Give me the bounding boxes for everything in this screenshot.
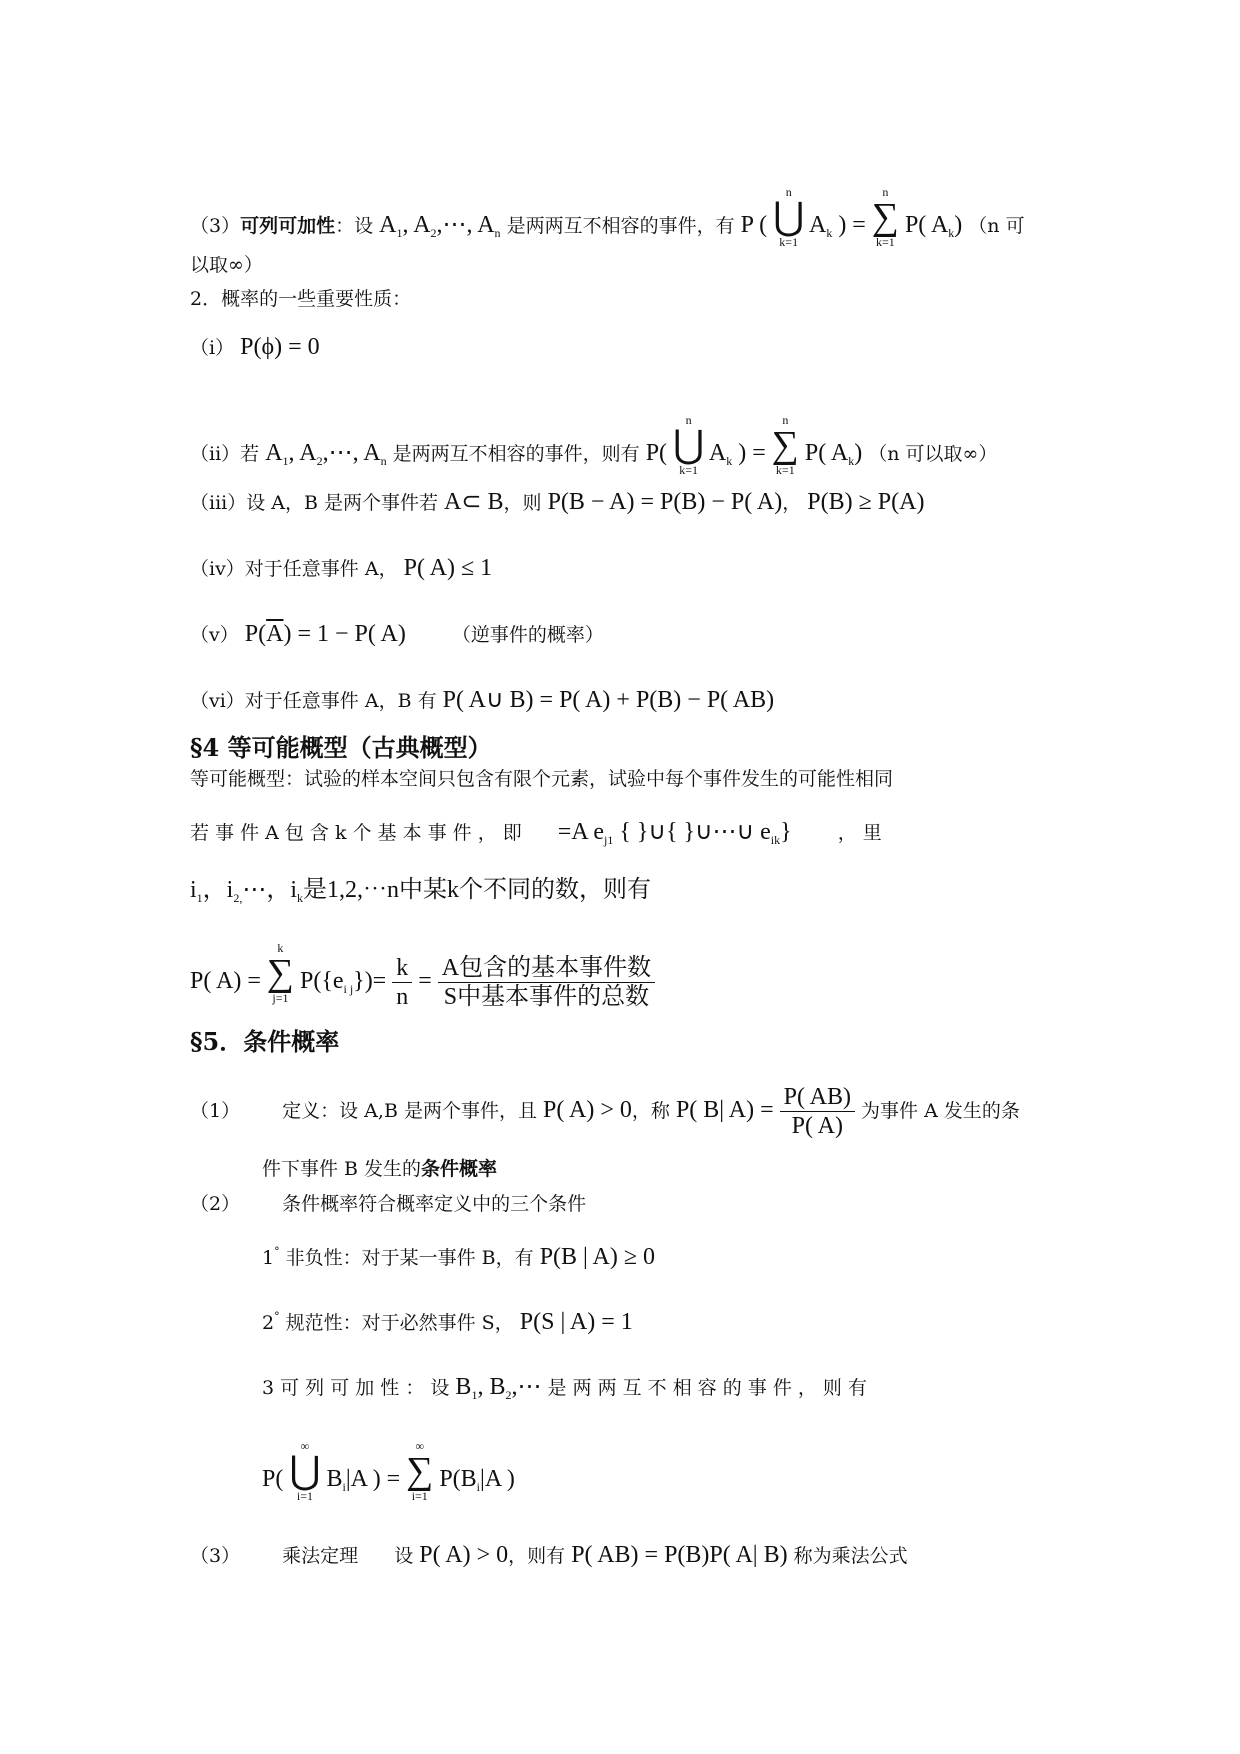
- f: { }∪{ }∪⋯∪ e: [619, 819, 771, 845]
- f: 1: [262, 1247, 275, 1269]
- item-number: （3）: [190, 215, 241, 237]
- text: ，则有: [508, 1545, 566, 1567]
- f: |A ) =: [345, 1466, 401, 1492]
- sigma-icon: ∑: [406, 1450, 434, 1492]
- text-line: 以取∞）: [190, 254, 263, 276]
- f: 1: [282, 454, 289, 468]
- f: i j: [343, 982, 354, 996]
- f: P( A: [804, 440, 849, 466]
- text: ，称: [631, 1100, 670, 1123]
- additivity-formula: [262, 1440, 515, 1502]
- text: （iii）设 A，B 是两个事件若: [190, 492, 438, 514]
- text: （iv）对于任意事件 A，: [190, 558, 398, 580]
- text: （ii）若: [190, 443, 260, 465]
- section-heading-properties: 2．概率的一些重要性质：: [190, 288, 412, 310]
- f: A: [379, 212, 397, 238]
- f: 2: [262, 1312, 275, 1334]
- text: 定义：设 A,B 是两个事件，且: [282, 1100, 537, 1123]
- item-number: （1）: [190, 1100, 241, 1123]
- formula: [190, 877, 651, 903]
- f: =: [418, 968, 432, 994]
- f: A: [708, 440, 727, 466]
- text: （n 可以取∞）: [868, 443, 998, 465]
- f: |A ): [480, 1466, 515, 1492]
- f: n: [882, 185, 889, 199]
- f: 1: [196, 891, 203, 905]
- f: }: [780, 819, 792, 845]
- f: ⋯，i: [242, 877, 298, 903]
- section-title-5: §5．条件概率: [190, 1027, 340, 1056]
- formula: P(B − A) = P(B) − P( A): [547, 489, 783, 515]
- item-number: （i）: [190, 337, 235, 359]
- text: ，: [782, 492, 802, 514]
- f: n: [782, 413, 789, 427]
- f: ,⋯: [511, 1374, 542, 1400]
- f: e: [593, 819, 604, 845]
- f: $\overline{A}$: [266, 621, 284, 647]
- text: （vi）对于任意事件 A，B 有: [190, 690, 437, 712]
- formula: [645, 413, 869, 477]
- f: ,⋯, A: [436, 212, 495, 238]
- f: ∞: [415, 1439, 425, 1453]
- f: A包含的基本事件数: [438, 956, 655, 983]
- sum-operator: [267, 942, 294, 1004]
- property-iv: [190, 556, 492, 580]
- text: 是两两互不相容的事件，则有: [392, 443, 640, 465]
- normalization: [262, 1310, 633, 1334]
- f: , A: [288, 440, 317, 466]
- property-vi: [190, 688, 774, 712]
- f: k: [392, 956, 412, 983]
- f: ) =: [738, 440, 766, 466]
- fraction: [780, 1085, 855, 1138]
- f: i: [476, 1480, 481, 1494]
- property-v: [190, 622, 604, 646]
- f: P( AB): [780, 1085, 855, 1112]
- f: i=1: [296, 1489, 313, 1503]
- f: P(: [645, 440, 668, 466]
- f: A: [265, 440, 283, 466]
- formula: P(B) ≥ P(A): [807, 489, 925, 515]
- f: k=1: [775, 463, 795, 477]
- fraction: [392, 956, 412, 1009]
- f: , B: [477, 1374, 506, 1400]
- text: ， 里: [837, 822, 882, 844]
- text: ：设: [335, 215, 374, 237]
- sigma-icon: ∑: [771, 424, 799, 466]
- term-bold: 条件概率: [421, 1158, 498, 1180]
- f: ，i: [202, 877, 234, 903]
- f: })=: [353, 968, 387, 994]
- f: 是1,2,⋯n中某k个不同的数，则有: [303, 877, 652, 903]
- f: P(B: [439, 1466, 477, 1492]
- f: n: [785, 185, 792, 199]
- text: 为事件 A 发生的条: [861, 1100, 1020, 1123]
- formula: [675, 1084, 855, 1139]
- text: 若 事 件 A 包 含 k 个 基 本 事 件 ， 即: [190, 822, 522, 844]
- text: （n 可: [968, 215, 1025, 237]
- sum-operator: [772, 414, 799, 476]
- item-number: （v）: [190, 624, 239, 646]
- f: P( B| A) =: [675, 1097, 774, 1124]
- f: P( A) =: [190, 968, 261, 994]
- item-number: （2）: [190, 1193, 241, 1215]
- conditional-definition-cont: [262, 1160, 497, 1179]
- formula: [379, 212, 500, 238]
- formula: [245, 621, 406, 647]
- multiplication-theorem: [190, 1543, 908, 1567]
- f: ik: [770, 833, 781, 847]
- text: 是 两 两 互 不 相 容 的 事 件 ， 则 有: [547, 1377, 867, 1399]
- f: j=1: [272, 991, 289, 1005]
- item-number: （3）: [190, 1545, 241, 1567]
- f: 2: [316, 454, 323, 468]
- f: P: [299, 968, 314, 994]
- text: 设: [394, 1545, 414, 1567]
- text: 乘法定理: [282, 1545, 359, 1567]
- property-iii: [190, 490, 924, 514]
- f: 2,: [233, 891, 243, 905]
- formula: [558, 819, 792, 845]
- countable-additivity: [262, 1375, 867, 1401]
- text: 件下事件 B 发生的: [262, 1158, 422, 1180]
- sum-operator: [406, 1440, 433, 1502]
- formula: [262, 1439, 515, 1503]
- union-icon: ⋃: [773, 196, 805, 238]
- f: °: [274, 1310, 280, 1323]
- f: P(: [262, 1466, 284, 1492]
- f: k: [948, 226, 955, 240]
- index-line: [190, 878, 651, 904]
- f: k: [848, 454, 855, 468]
- f: n: [685, 413, 692, 427]
- text: 规范性：对于必然事件 S，: [285, 1312, 514, 1334]
- text-line: 等可能概型：试验的样本空间只包含有限个元素，试验中每个事件发生的可能性相同: [190, 768, 894, 790]
- formula: P( A) > 0: [543, 1097, 632, 1124]
- f: i: [190, 877, 197, 903]
- f: i=1: [411, 1489, 428, 1503]
- text: 非负性：对于某一事件 B，有: [285, 1247, 534, 1269]
- f: 2: [430, 226, 437, 240]
- item-2: [190, 1195, 586, 1214]
- f: , A: [402, 212, 431, 238]
- sigma-icon: ∑: [266, 952, 294, 994]
- section-title-4: §4 等可能概型（古典概型）: [190, 733, 492, 762]
- f: k: [297, 891, 304, 905]
- text: 3 可 列 可 加 性 ： 设: [262, 1377, 450, 1399]
- formula: P(ϕ) = 0: [240, 334, 320, 360]
- f: i: [342, 1480, 346, 1494]
- f: =A: [557, 819, 588, 845]
- f: k: [277, 941, 284, 955]
- formula: A⊂ B: [444, 489, 504, 515]
- text: （逆事件的概率）: [451, 624, 604, 646]
- formula: P(B | A) ≥ 0: [539, 1244, 656, 1270]
- f: k: [726, 454, 733, 468]
- property-ii: [190, 414, 997, 476]
- formula: [190, 941, 655, 1010]
- formula: P( A) ≤ 1: [403, 555, 493, 581]
- term-bold: 可列可加性: [240, 215, 336, 237]
- f: j1: [604, 833, 614, 847]
- additivity-axiom-line: [190, 186, 1025, 248]
- text: 称为乘法公式: [793, 1545, 908, 1567]
- formula: P( AB) = P(B)P( A| B): [571, 1542, 788, 1568]
- f: ∞: [300, 1439, 310, 1453]
- formula: P( A) > 0: [419, 1542, 509, 1568]
- sum-operator: [872, 186, 899, 248]
- f: P(: [244, 621, 267, 647]
- union-icon: ⋃: [673, 424, 705, 466]
- f: ) = 1 − P( A): [283, 621, 406, 647]
- f: P (: [740, 212, 768, 238]
- text: 是两两互不相容的事件，有: [506, 215, 735, 237]
- f: k=1: [679, 463, 698, 477]
- text: ，则: [503, 492, 542, 514]
- f: °: [274, 1245, 280, 1258]
- nonnegativity: [262, 1245, 655, 1269]
- classical-probability-formula: [190, 942, 655, 1009]
- f: n: [494, 226, 501, 240]
- union-operator: [773, 186, 804, 248]
- f: 2: [505, 1388, 512, 1402]
- formula: [740, 185, 969, 249]
- f: n: [396, 983, 409, 1010]
- sigma-icon: ∑: [871, 196, 899, 238]
- f: P( A: [904, 212, 949, 238]
- f: P( A): [791, 1113, 843, 1139]
- fraction: [438, 956, 655, 1009]
- formula: [265, 440, 386, 466]
- f: k: [826, 226, 833, 240]
- property-i: [190, 335, 320, 359]
- text: 条件概率符合概率定义中的三个条件: [282, 1193, 587, 1215]
- f: ({e: [313, 968, 344, 994]
- conditional-definition: [190, 1085, 1020, 1138]
- formula: P( A∪ B) = P( A) + P(B) − P( AB): [442, 687, 775, 713]
- formula: [455, 1374, 541, 1400]
- f: n: [380, 454, 387, 468]
- event-definition-line: [190, 820, 882, 846]
- f: ) =: [838, 212, 866, 238]
- f: S中基本事件的总数: [443, 983, 650, 1010]
- formula: P(S | A) = 1: [519, 1309, 633, 1335]
- f: 1: [471, 1388, 478, 1402]
- f: ): [954, 212, 963, 238]
- f: A: [808, 212, 827, 238]
- union-icon: ⋃: [289, 1450, 321, 1492]
- f: B: [455, 1374, 472, 1400]
- f: 1: [396, 226, 403, 240]
- f: k=1: [779, 235, 799, 249]
- f: ,⋯, A: [322, 440, 381, 466]
- f: B: [326, 1466, 343, 1492]
- f: ): [854, 440, 863, 466]
- union-operator: [289, 1440, 320, 1502]
- f: k=1: [876, 235, 895, 249]
- union-operator: [673, 414, 704, 476]
